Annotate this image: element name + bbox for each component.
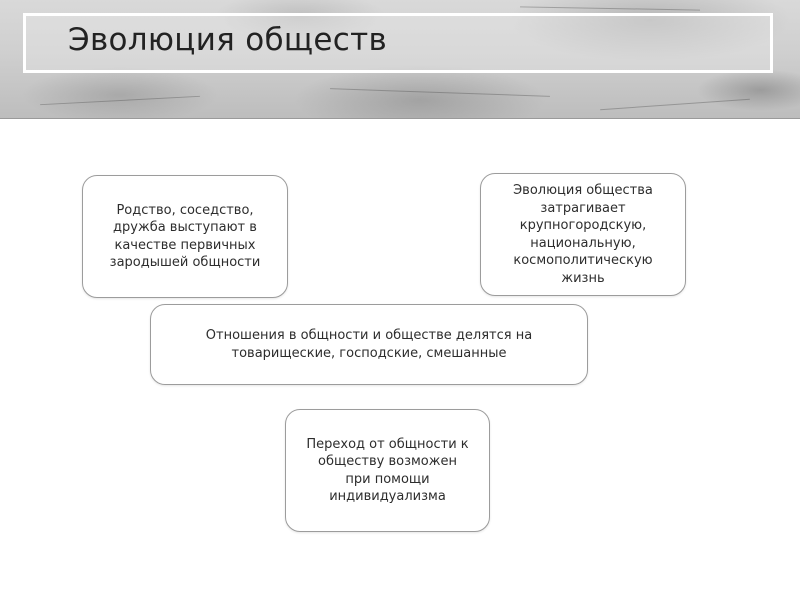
evolution-box (480, 173, 686, 296)
slide-title: Эволюция обществ (68, 22, 388, 58)
transition-text: Переход от общности к обществу возможен при помощи индивидуализма (306, 436, 469, 504)
kinship-text: Родство, соседство, дружба выступают в качестве первичных зародышей общности (109, 202, 261, 270)
evolution-text: Эволюция общества затрагивает крупногородскую, национальную, космополитическую жизнь (513, 183, 653, 286)
texture-crack (600, 99, 750, 110)
texture-crack (520, 6, 700, 10)
header-band (0, 0, 800, 119)
relations-box (150, 304, 588, 385)
texture-crack (40, 96, 200, 105)
transition-box (285, 409, 490, 532)
relations-text: Отношения в общности и обществе делятся на товарищеские, господские, смешанные (205, 328, 533, 361)
texture-crack (330, 88, 550, 97)
kinship-box (82, 175, 288, 298)
